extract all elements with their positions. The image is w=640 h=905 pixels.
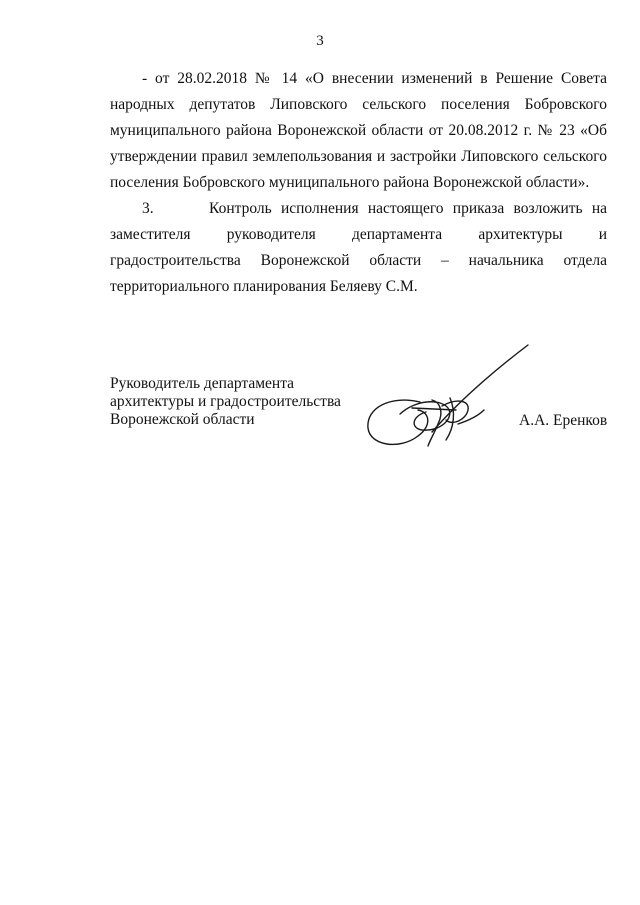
page-number: 3 <box>316 33 324 49</box>
signer-name: А.А. Еренков <box>519 412 608 429</box>
paragraph-amendment-item: - от 28.02.2018 № 14 «О внесении изменений в Решение Совета народных депутатов Липовского сельского поселения Бобровского муниципального района Воронежской области от 20.08.2012 г. № 23 «Об утверждении правил землепользования и застройки Липовского сельского поселения Бобровского муниципального района Воронежской области». <box>110 70 607 191</box>
handwritten-signature <box>360 340 540 465</box>
signatory-title-line: архитектуры и градостроительства <box>110 393 341 410</box>
signatory-title <box>110 375 341 429</box>
document-body <box>110 66 607 300</box>
signatory-title-line: Руководитель департамента <box>110 375 295 392</box>
signatory-title-line: Воронежской области <box>110 411 255 428</box>
paragraph-control-clause: 3. Контроль исполнения настоящего приказа возложить на заместителя руководителя департамента архитектуры и градостроительства Воронежской области – начальника отдела территориального планирования Беляеву С.М. <box>110 200 607 295</box>
